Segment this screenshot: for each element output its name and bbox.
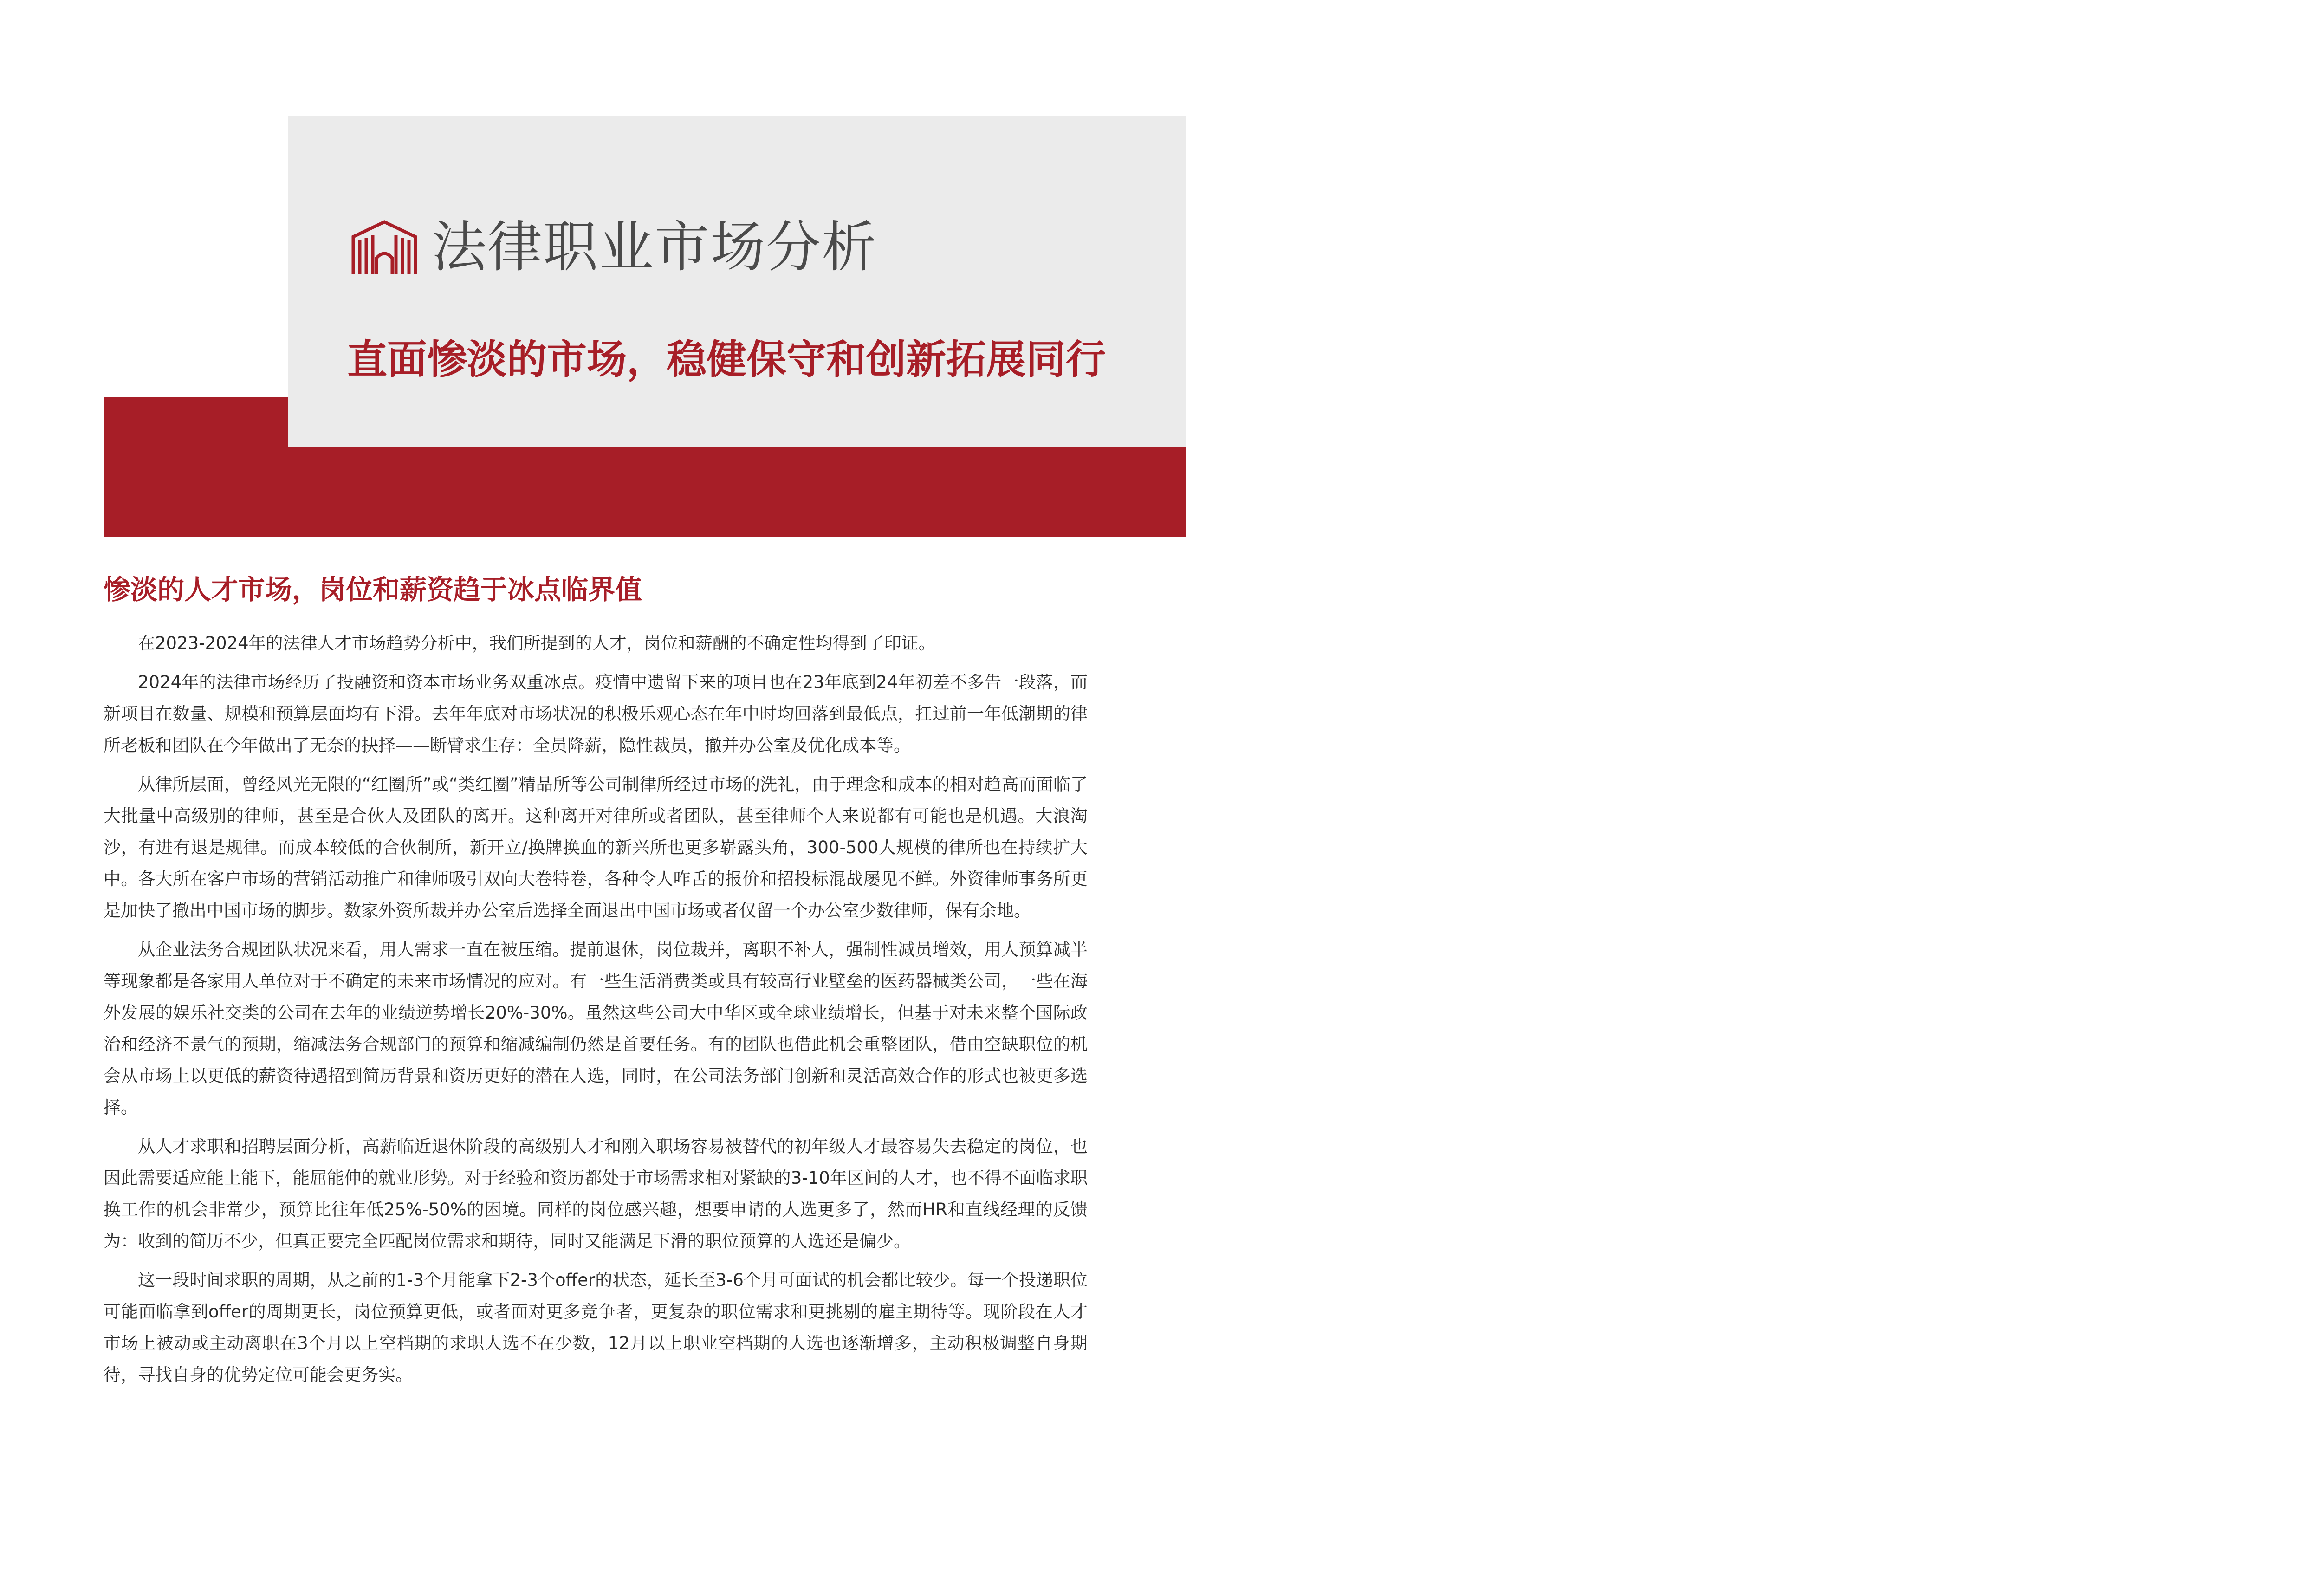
- article-paragraph: 这一段时间求职的周期，从之前的1-3个月能拿下2-3个offer的状态，延长至3-6个月可面试的机会都比较少。每一个投递职位可能面临拿到offer的周期更长，岗位预算更低，或者面对更多竞争者，更复杂的职位需求和更挑剔的雇主期待等。现阶段在人才市场上被动或主动离职在3个月以上空档期的求职人选不在少数，12月以上职业空档期的人选也逐渐增多，主动积极调整自身期待，寻找自身的优势定位可能会更务实。: [104, 1270, 1088, 1385]
- article-paragraph: 2024年的法律市场经历了投融资和资本市场业务双重冰点。疫情中遗留下来的项目也在23年底到24年初差不多告一段落，而新项目在数量、规模和预算层面均有下滑。去年年底对市场状况的积极乐观心态在年中时均回落到最低点，扛过前一年低潮期的律所老板和团队在今年做出了无奈的抉择——断臂求生存：全员降薪，隐性裁员，撤并办公室及优化成本等。: [104, 672, 1088, 755]
- header-panel: [288, 116, 1186, 447]
- article-paragraph: 从人才求职和招聘层面分析，高薪临近退休阶段的高级别人才和刚入职场容易被替代的初年级人才最容易失去稳定的岗位，也因此需要适应能上能下，能屈能伸的就业形势。对于经验和资历都处于市场需求相对紧缺的3-10年区间的人才，也不得不面临求职换工作的机会非常少，预算比往年低25%-50%的困境。同样的岗位感兴趣，想要申请的人选更多了，然而HR和直线经理的反馈为：收到的简历不少，但真正要完全匹配岗位需求和期待，同时又能满足下滑的职位预算的人选还是偏少。: [104, 1136, 1088, 1251]
- section-title: 法律职业市场分析: [432, 215, 878, 279]
- article-paragraph: 在2023-2024年的法律人才市场趋势分析中，我们所提到的人才，岗位和薪酬的不确定性均得到了印证。: [138, 633, 936, 653]
- page-headline: 直面惨淡的市场，稳健保守和创新拓展同行: [347, 337, 1106, 383]
- article-sub-heading: 惨淡的人才市场，岗位和薪资趋于冰点临界值: [104, 574, 642, 605]
- article-body: [104, 628, 1088, 1398]
- article-paragraph: 从企业法务合规团队状况来看，用人需求一直在被压缩。提前退休，岗位裁并，离职不补人，强制性减员增效，用人预算减半等现象都是各家用人单位对于不确定的未来市场情况的应对。有一些生活消费类或具有较高行业壁垒的医药器械类公司，一些在海外发展的娱乐社交类的公司在去年的业绩逆势增长20%-30%。虽然这些公司大中华区或全球业绩增长，但基于对未来整个国际政治和经济不景气的预期，缩减法务合规部门的预算和缩减编制仍然是首要任务。有的团队也借此机会重整团队，借由空缺职位的机会从市场上以更低的薪资待遇招到简历背景和资历更好的潜在人选，同时，在公司法务部门创新和灵活高效合作的形式也被更多选择。: [104, 940, 1088, 1117]
- building-columns-logo-icon: [350, 218, 418, 276]
- article-paragraph: 从律所层面，曾经风光无限的“红圈所”或“类红圈”精品所等公司制律所经过市场的洗礼，由于理念和成本的相对趋高而面临了大批量中高级别的律师，甚至是合伙人及团队的离开。这种离开对律所或者团队，甚至律师个人来说都有可能也是机遇。大浪淘沙，有进有退是规律。而成本较低的合伙制所，新开立/换牌换血的新兴所也更多崭露头角，300-500人规模的律所也在持续扩大中。各大所在客户市场的营销活动推广和律师吸引双向大卷特卷，各种令人咋舌的报价和招投标混战屡见不鲜。外资律师事务所更是加快了撤出中国市场的脚步。数家外资所裁并办公室后选择全面退出中国市场或者仅留一个办公室少数律师，保有余地。: [104, 774, 1088, 921]
